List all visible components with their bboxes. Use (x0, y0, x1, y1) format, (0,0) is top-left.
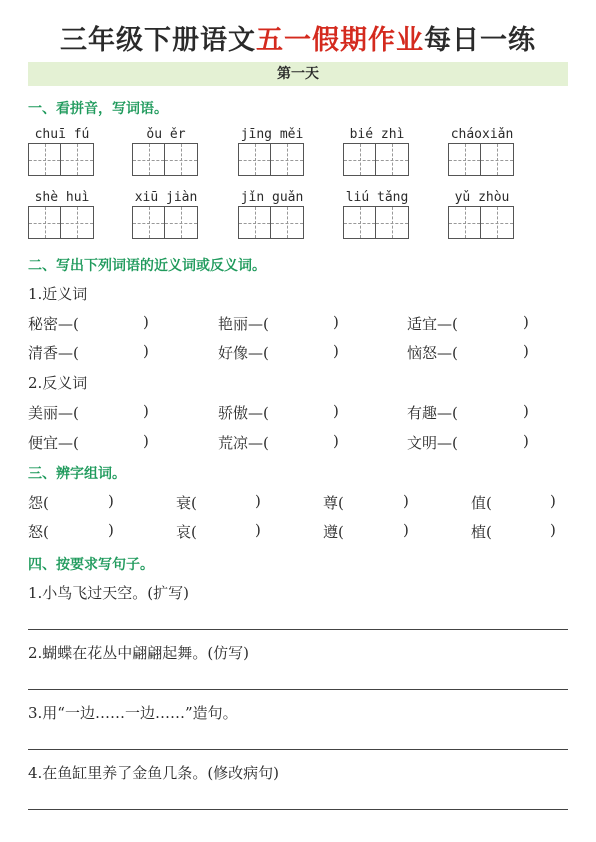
synonym-item: 秘密—( (28, 315, 79, 333)
close-paren: ) (255, 521, 261, 539)
close-paren: ) (143, 402, 149, 420)
char-item: 哀( (176, 523, 197, 541)
close-paren: ) (523, 402, 529, 420)
antonym-item: 有趣—( (407, 404, 458, 422)
close-paren: ) (403, 492, 409, 510)
antonym-item: 文明—( (407, 434, 458, 452)
char-item: 值( (471, 494, 492, 512)
writing-grid[interactable] (132, 206, 198, 239)
char-item: 衰( (176, 494, 197, 512)
close-paren: ) (108, 492, 114, 510)
antonym-item: 便宜—( (28, 434, 79, 452)
section-1-heading: 一、看拼音，写词语。 (28, 101, 168, 117)
antonym-item: 荒凉—( (218, 434, 269, 452)
close-paren: ) (523, 432, 529, 450)
char-item: 怨( (28, 494, 49, 512)
close-paren: ) (255, 492, 261, 510)
sentence-prompt: 1.小鸟飞过天空。(扩写) (28, 584, 190, 602)
synonym-item: 恼怒—( (407, 344, 458, 362)
writing-grid[interactable] (238, 206, 304, 239)
pinyin-label: ǒu ěr (146, 127, 186, 142)
writing-grid[interactable] (448, 143, 514, 176)
writing-grid[interactable] (28, 143, 94, 176)
answer-line[interactable] (28, 749, 568, 750)
day-banner: 第一天 (28, 62, 568, 86)
writing-grid[interactable] (238, 143, 304, 176)
close-paren: ) (523, 313, 529, 331)
pinyin-label: jǐn guǎn (240, 190, 304, 205)
antonym-item: 美丽—( (28, 404, 79, 422)
char-item: 尊( (323, 494, 344, 512)
answer-line[interactable] (28, 689, 568, 690)
close-paren: ) (333, 313, 339, 331)
writing-grid[interactable] (448, 206, 514, 239)
pinyin-label: yǔ zhòu (454, 190, 510, 205)
pinyin-label: xiū jiàn (134, 190, 198, 205)
antonym-item: 骄傲—( (218, 404, 269, 422)
synonym-item: 好像—( (218, 344, 269, 362)
pinyin-label: cháoxiǎn (450, 127, 514, 142)
char-item: 遵( (323, 523, 344, 541)
close-paren: ) (333, 342, 339, 360)
synonym-item: 艳丽—( (218, 315, 269, 333)
synonym-item: 适宜—( (407, 315, 458, 333)
close-paren: ) (143, 342, 149, 360)
sentence-prompt: 4.在鱼缸里养了金鱼几条。(修改病句) (28, 764, 280, 782)
writing-grid[interactable] (343, 206, 409, 239)
page-title: 三年级下册语文五一假期作业每日一练 (60, 25, 536, 56)
writing-grid[interactable] (132, 143, 198, 176)
char-item: 植( (471, 523, 492, 541)
writing-grid[interactable] (343, 143, 409, 176)
sentence-prompt: 2.蝴蝶在花丛中翩翩起舞。(仿写) (28, 644, 250, 662)
close-paren: ) (108, 521, 114, 539)
section-3-heading: 三、辨字组词。 (28, 466, 126, 482)
char-item: 怒( (28, 523, 49, 541)
close-paren: ) (143, 432, 149, 450)
close-paren: ) (333, 432, 339, 450)
synonym-subheading: 1.近义词 (28, 285, 88, 303)
sentence-prompt: 3.用“一边……一边……”造句。 (28, 704, 238, 722)
close-paren: ) (333, 402, 339, 420)
writing-grid[interactable] (28, 206, 94, 239)
pinyin-label: chuī fú (34, 127, 90, 142)
pinyin-label: liú tǎng (345, 190, 409, 205)
close-paren: ) (550, 492, 556, 510)
pinyin-label: bié zhì (349, 127, 405, 142)
answer-line[interactable] (28, 629, 568, 630)
antonym-subheading: 2.反义词 (28, 374, 88, 392)
synonym-item: 清香—( (28, 344, 79, 362)
pinyin-label: jīng měi (240, 127, 304, 142)
close-paren: ) (523, 342, 529, 360)
close-paren: ) (550, 521, 556, 539)
close-paren: ) (143, 313, 149, 331)
section-2-heading: 二、写出下列词语的近义词或反义词。 (28, 258, 266, 274)
pinyin-label: shè huì (34, 190, 90, 205)
answer-line[interactable] (28, 809, 568, 810)
section-4-heading: 四、按要求写句子。 (28, 557, 154, 573)
close-paren: ) (403, 521, 409, 539)
